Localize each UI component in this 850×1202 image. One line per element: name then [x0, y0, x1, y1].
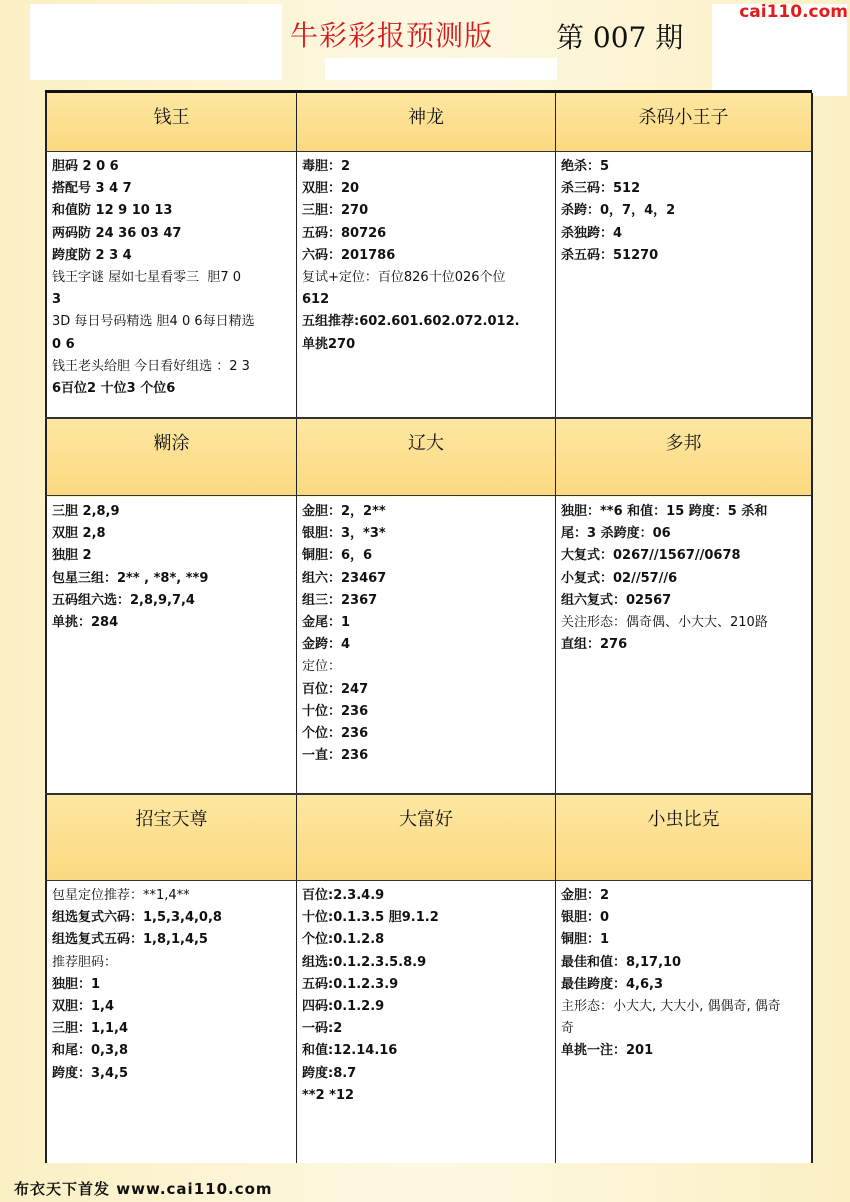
text-line: 百位：247: [302, 681, 369, 697]
text-line: 单挑270: [302, 336, 356, 352]
text-line: 大复式：0267//1567//0678: [561, 548, 741, 564]
text-line: 一直：236: [302, 748, 369, 764]
text-line: 推荐胆码：: [52, 954, 118, 970]
text-line: 定位：: [302, 659, 342, 675]
section-body-qianwang: [47, 152, 296, 417]
text-line: 银胆：3，*3*: [302, 526, 386, 542]
text-line: 3D 每日号码精选 胆4 0 6每日精选: [52, 314, 255, 330]
text-line: 五码：80726: [302, 225, 387, 241]
section-header-hutu: 糊涂: [47, 419, 296, 495]
section-body-hutu: [47, 497, 296, 793]
grid-border-left: [45, 93, 47, 1163]
text-line: 和值防 12 9 10 13: [52, 203, 173, 219]
section-body-xiaochong: [556, 881, 811, 1163]
text-line: 和值:12.14.16: [302, 1043, 398, 1059]
text-line: 包星三组：2** , *8*, **9: [52, 570, 209, 586]
text-line: 最佳和值：8,17,10: [561, 954, 682, 970]
section-header-zhaobao: 招宝天尊: [47, 795, 296, 880]
text-line: 尾：3 杀跨度：06: [561, 526, 671, 542]
redacted-area-subtitle: [325, 58, 557, 80]
text-line: 金跨：4: [302, 637, 351, 653]
text-line: 0 6: [52, 336, 75, 352]
text-line: 两码防 24 36 03 47: [52, 225, 182, 241]
text-line: 关注形态：偶奇偶、小大大、210路: [561, 615, 768, 631]
text-line: 三胆：270: [302, 203, 369, 219]
section-body-liaoda: [297, 497, 555, 793]
text-line: 胆码 2 0 6: [52, 159, 119, 174]
text-line: 三胆 2,8,9: [52, 504, 120, 519]
section-header-liaoda: 辽大: [297, 419, 555, 495]
text-line: 五码:0.1.2.3.9: [302, 976, 399, 992]
grid-border-right: [811, 93, 813, 1163]
section-header-dafuhao: 大富好: [297, 795, 555, 880]
grid-divider: [45, 880, 812, 881]
text-line: 个位：236: [302, 726, 369, 742]
text-line: 包星定位推荐：**1,4**: [52, 888, 190, 903]
text-line: 组六复式：02567: [561, 592, 672, 608]
text-line: 钱王老头给胆 今日看好组选 ：2 3: [52, 358, 250, 374]
section-body-zhaobao: [47, 881, 296, 1163]
text-line: 奇: [561, 1021, 575, 1037]
text-line: 跨度:8.7: [302, 1065, 357, 1081]
text-line: 双胆：1,4: [52, 999, 115, 1015]
text-line: 跨度防 2 3 4: [52, 247, 132, 263]
text-line: 独胆 2: [52, 548, 92, 564]
text-line: 百位:2.3.4.9: [302, 888, 385, 903]
issue-number: 第 007 期: [556, 21, 684, 54]
text-line: 组选复式五码：1,8,1,4,5: [52, 932, 208, 948]
section-header-shama: 杀码小王子: [556, 93, 811, 151]
text-line: 组三：2367: [302, 592, 378, 608]
text-line: 双胆：20: [302, 181, 360, 197]
section-body-shenlong: [297, 152, 555, 417]
text-line: 跨度：3,4,5: [52, 1065, 129, 1081]
text-line: 金尾：1: [302, 615, 351, 631]
text-line: 银胆：0: [561, 910, 610, 926]
text-line: 一码:2: [302, 1021, 343, 1037]
text-line: 搭配号 3 4 7: [52, 181, 132, 197]
text-line: 三胆：1,1,4: [52, 1021, 129, 1037]
text-line: 铜胆：1: [561, 932, 610, 948]
text-line: 杀五码：51270: [561, 247, 659, 263]
text-line: 十位：236: [302, 703, 369, 719]
section-body-shama: [556, 152, 811, 417]
text-line: 612: [302, 292, 330, 308]
text-line: 钱王字谜 屋如七星看零三 胆7 0: [52, 270, 242, 286]
text-line: 五码组六选：2,8,9,7,4: [52, 592, 195, 608]
text-line: 直组：276: [561, 637, 628, 653]
text-line: 个位:0.1.2.8: [302, 932, 385, 948]
text-line: 6百位2 十位3 个位6: [52, 381, 176, 397]
text-line: 毒胆：2: [302, 159, 351, 174]
section-header-duobang: 多邦: [556, 419, 811, 495]
grid-divider: [296, 93, 297, 1163]
grid-divider: [45, 793, 812, 795]
site-logo: cai110.com: [739, 2, 848, 22]
text-line: 杀跨：0，7，4，2: [561, 203, 676, 219]
text-line: **2 *12: [302, 1087, 355, 1103]
text-line: 双胆 2,8: [52, 526, 106, 542]
section-header-xiaochong: 小虫比克: [556, 795, 811, 880]
text-line: 杀三码：512: [561, 181, 641, 197]
text-line: 四码:0.1.2.9: [302, 999, 385, 1015]
text-line: 最佳跨度：4,6,3: [561, 976, 664, 992]
footer-source: 布衣天下首发 www.cai110.com: [14, 1180, 273, 1198]
text-line: 组选复式六码：1,5,3,4,0,8: [52, 910, 222, 926]
text-line: 独胆：1: [52, 976, 101, 992]
text-line: 独胆：**6 和值：15 跨度：5 杀和: [561, 504, 768, 519]
text-line: 金胆：2: [561, 888, 610, 903]
text-line: 铜胆：6，6: [302, 548, 373, 564]
grid-divider: [555, 93, 556, 1163]
text-line: 组选:0.1.2.3.5.8.9: [302, 954, 427, 970]
text-line: 绝杀：5: [561, 159, 610, 174]
text-line: 五组推荐:602.601.602.072.012.: [302, 314, 520, 330]
section-header-shenlong: 神龙: [297, 93, 555, 151]
text-line: 单挑：284: [52, 615, 119, 631]
text-line: 金胆：2，2**: [302, 504, 386, 519]
grid-divider: [45, 151, 812, 152]
text-line: 单挑一注：201: [561, 1043, 654, 1059]
section-body-dafuhao: [297, 881, 555, 1163]
section-body-duobang: [556, 497, 811, 793]
text-line: 和尾：0,3,8: [52, 1043, 129, 1059]
text-line: 3: [52, 292, 62, 308]
text-line: 六码：201786: [302, 247, 396, 263]
text-line: 主形态：小大大, 大大小, 偶偶奇, 偶奇: [561, 999, 781, 1015]
text-line: 杀独跨：4: [561, 225, 623, 241]
redacted-area-left: [30, 4, 282, 80]
grid-divider: [45, 495, 812, 496]
text-line: 组六：23467: [302, 570, 387, 586]
section-header-qianwang: 钱王: [47, 93, 296, 151]
page-title: 牛彩彩报预测版: [290, 19, 494, 52]
text-line: 小复式：02//57//6: [561, 570, 678, 586]
text-line: 十位:0.1.3.5 胆9.1.2: [302, 910, 439, 926]
text-line: 复试+定位：百位826十位026个位: [302, 270, 506, 286]
grid-divider: [45, 417, 812, 419]
